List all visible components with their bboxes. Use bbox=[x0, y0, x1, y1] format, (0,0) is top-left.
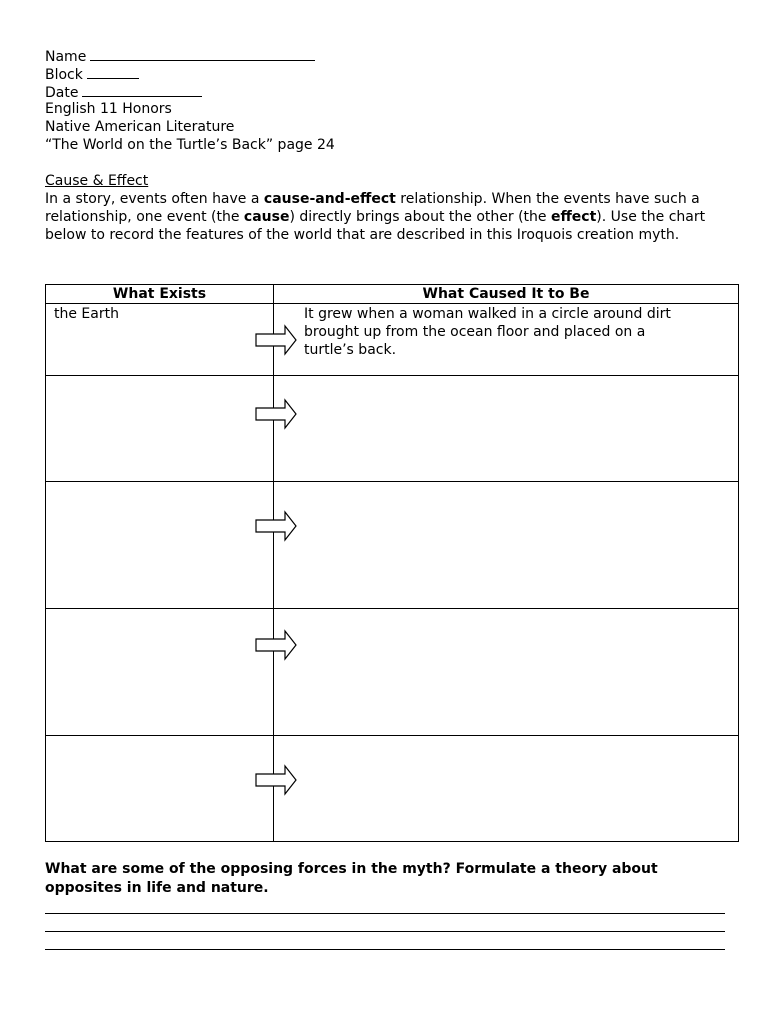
what-exists-header: What Exists bbox=[46, 285, 274, 304]
cause-effect-chart bbox=[45, 284, 739, 842]
cause-cell[interactable] bbox=[274, 376, 739, 482]
section-title: Cause & Effect bbox=[45, 173, 149, 189]
cause-text: It grew when a woman walked in a circle around dirt brought up from the ocean floor and placed on a turtle’s back. bbox=[304, 306, 671, 358]
course-name: English 11 Honors bbox=[45, 101, 172, 117]
intro-bold-cause: cause bbox=[243, 209, 290, 225]
intro-text-1: In a story, events often have a bbox=[45, 191, 264, 207]
exists-cell[interactable] bbox=[46, 376, 274, 482]
exists-text bbox=[46, 609, 273, 611]
date-label: Date bbox=[45, 85, 79, 101]
date-blank[interactable] bbox=[82, 82, 202, 97]
block-line bbox=[45, 64, 139, 84]
unit-name: Native American Literature bbox=[45, 119, 235, 135]
cause-cell[interactable] bbox=[274, 304, 739, 376]
chart-row bbox=[46, 482, 739, 609]
exists-text bbox=[46, 376, 273, 378]
name-blank[interactable] bbox=[90, 46, 315, 61]
cause-cell[interactable] bbox=[274, 609, 739, 736]
exists-cell[interactable] bbox=[46, 609, 274, 736]
right-arrow-icon bbox=[255, 764, 297, 796]
right-arrow-icon bbox=[255, 629, 297, 661]
exists-text bbox=[46, 482, 273, 484]
chart-row bbox=[46, 376, 739, 482]
answer-line[interactable] bbox=[45, 949, 725, 950]
chart-header-row bbox=[46, 285, 739, 304]
block-label: Block bbox=[45, 67, 83, 83]
exists-cell[interactable] bbox=[46, 736, 274, 842]
cause-cell[interactable] bbox=[274, 736, 739, 842]
chart-row bbox=[46, 736, 739, 842]
exists-cell[interactable] bbox=[46, 304, 274, 376]
name-line bbox=[45, 46, 315, 66]
right-arrow-icon bbox=[255, 324, 297, 356]
what-caused-header: What Caused It to Be bbox=[274, 285, 739, 304]
cause-cell[interactable] bbox=[274, 482, 739, 609]
opposing-forces-question: What are some of the opposing forces in the myth? Formulate a theory about opposites in life and nature. bbox=[45, 861, 658, 896]
answer-line[interactable] bbox=[45, 913, 725, 914]
exists-cell[interactable] bbox=[46, 482, 274, 609]
intro-bold-cause-and-effect: cause-and-effect bbox=[263, 191, 396, 207]
right-arrow-icon bbox=[255, 398, 297, 430]
intro-text-2: relationship. When the events have such a relationship, one event (the bbox=[45, 191, 700, 225]
intro-text-4: ). Use the chart below to record the features of the world that are described in this Iroquois creation myth. bbox=[45, 209, 706, 243]
intro-paragraph bbox=[45, 190, 735, 244]
date-line bbox=[45, 82, 202, 102]
block-blank[interactable] bbox=[87, 64, 139, 79]
reading-title: “The World on the Turtle’s Back” page 24 bbox=[45, 137, 335, 153]
chart-row bbox=[46, 304, 739, 376]
intro-text-3: ) directly brings about the other (the bbox=[289, 209, 551, 225]
chart-row bbox=[46, 609, 739, 736]
exists-text: the Earth bbox=[54, 306, 119, 322]
name-label: Name bbox=[45, 49, 87, 65]
answer-line[interactable] bbox=[45, 931, 725, 932]
intro-bold-effect: effect bbox=[550, 209, 597, 225]
exists-text bbox=[46, 736, 273, 738]
right-arrow-icon bbox=[255, 510, 297, 542]
